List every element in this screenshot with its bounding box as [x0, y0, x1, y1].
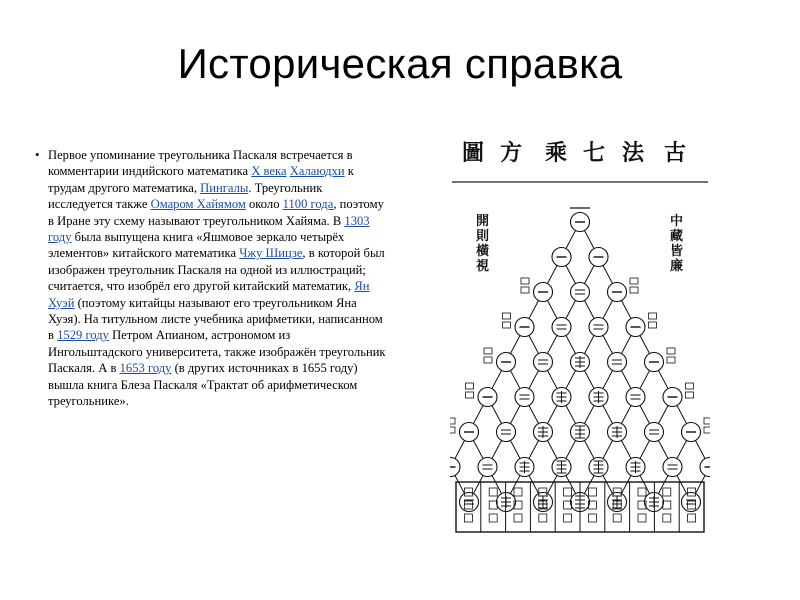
bullet: • [35, 147, 40, 162]
annotation-glyph [466, 392, 474, 398]
history-link[interactable]: X века [251, 164, 287, 179]
annotation-glyph [450, 427, 455, 433]
triangle-node [552, 318, 571, 337]
register-glyph [564, 514, 572, 522]
figure-title-char: 乘 [545, 141, 568, 166]
triangle-node [478, 458, 497, 477]
register-glyph [688, 514, 696, 522]
history-paragraph [48, 147, 388, 410]
register-glyph [588, 488, 596, 496]
history-text-segment: была выпущена книга «Яшмовое зеркало четырёх элементов» китайского математика [48, 230, 345, 261]
annotation-glyph [667, 348, 675, 354]
register-glyph [489, 514, 497, 522]
register-glyph [588, 514, 596, 522]
triangle-node [571, 283, 590, 302]
annotation-glyph [686, 383, 694, 389]
annotation-glyph [466, 383, 474, 389]
triangle-node [497, 423, 516, 442]
register-glyph [613, 514, 621, 522]
annotation-glyph [503, 313, 511, 319]
history-link[interactable]: Пингалы [200, 180, 249, 195]
figure-title-char: 圖 [462, 141, 485, 166]
register-glyph [638, 488, 646, 496]
figure-title-char: 方 [500, 141, 523, 166]
register-glyph [514, 514, 522, 522]
annotation-glyph [704, 418, 710, 424]
history-text-segment: Первое упоминание треугольника Паскаля встречается в комментарии индийского математика [48, 148, 353, 179]
figure-left-caption [476, 214, 489, 274]
annotation-glyph [630, 287, 638, 293]
register-glyph [489, 488, 497, 496]
triangle-node [663, 458, 682, 477]
history-link[interactable]: 1529 году [57, 328, 109, 343]
register-glyph [638, 514, 646, 522]
history-link[interactable]: Халаюдхи [289, 164, 345, 179]
annotation-glyph [667, 357, 675, 363]
annotation-glyph [484, 357, 492, 363]
annotation-glyph [450, 418, 455, 424]
triangle-node [626, 388, 645, 407]
history-link[interactable]: Ян Хуэй [48, 279, 370, 310]
history-link[interactable]: 1100 года [282, 197, 334, 212]
history-text-segment: (в других источниках в 1655 году) вышла книга Блеза Паскаля «Трактат об арифметическом треугольнике». [48, 361, 358, 409]
yang-hui-triangle-illustration [450, 132, 710, 537]
figure-caption-char: 則 [476, 229, 490, 244]
figure-caption-char: 中 [670, 214, 684, 229]
annotation-glyph [704, 427, 710, 433]
figure-caption-char: 廉 [670, 259, 684, 274]
figure-title-char: 古 [664, 141, 687, 166]
annotation-glyph [484, 348, 492, 354]
history-text-segment: , поэтому в Иране эту схему называют треугольником Хайяма. В [48, 197, 384, 228]
slide-title: Историческая справка [177, 40, 623, 87]
history-link[interactable]: Омаром Хайямом [150, 197, 246, 212]
register-glyph [663, 488, 671, 496]
history-text-segment: около [245, 197, 283, 212]
figure-right-caption [670, 213, 683, 274]
figure-title-char: 法 [622, 141, 645, 166]
annotation-glyph [649, 322, 657, 328]
triangle-node [645, 423, 664, 442]
triangle-node [589, 318, 608, 337]
annotation-glyph [521, 278, 529, 284]
annotation-glyph [503, 322, 511, 328]
history-text-segment: Петром Апианом, астрономом из Ингольштадского университета, также изображён треугольник Паскаля. А в [48, 328, 386, 376]
chinese-triangle-figure [450, 132, 710, 537]
annotation-glyph [686, 392, 694, 398]
figure-title-char: 七 [583, 141, 606, 166]
triangle-node [515, 388, 534, 407]
history-text-segment: к трудам другого математика, [48, 164, 354, 195]
register-glyph [514, 488, 522, 496]
register-glyph [663, 514, 671, 522]
history-text-segment: , в которой был изображен треугольник Паскаля на одной из иллюстраций; считается, что изобрёл его другой китайский математик, [48, 246, 385, 294]
figure-title-row [462, 140, 686, 166]
annotation-glyph [649, 313, 657, 319]
figure-caption-char: 皆 [670, 244, 684, 259]
history-text [35, 147, 388, 410]
figure-caption-char: 開 [476, 214, 490, 229]
history-link[interactable]: Чжу Шицзе [239, 246, 303, 261]
register-glyph [539, 514, 547, 522]
figure-caption-char: 藏 [670, 229, 684, 244]
history-text-segment: . Треугольник исследуется также [48, 180, 323, 212]
annotation-glyph [630, 278, 638, 284]
register-glyph [564, 488, 572, 496]
annotation-glyph [521, 287, 529, 293]
triangle-node [534, 353, 553, 372]
history-link[interactable]: 1303 году [48, 213, 370, 245]
history-text-segment: (поэтому китайцы называют его треугольником Яна Хуэя). На титульном листе учебника арифметики, написанном в [48, 295, 383, 343]
triangle-node [608, 353, 627, 372]
figure-caption-char: 橫 [476, 244, 490, 259]
figure-bottom-register [456, 482, 704, 532]
register-glyph [464, 514, 472, 522]
history-link[interactable]: 1653 году [119, 361, 172, 376]
figure-caption-char: 視 [476, 259, 490, 274]
